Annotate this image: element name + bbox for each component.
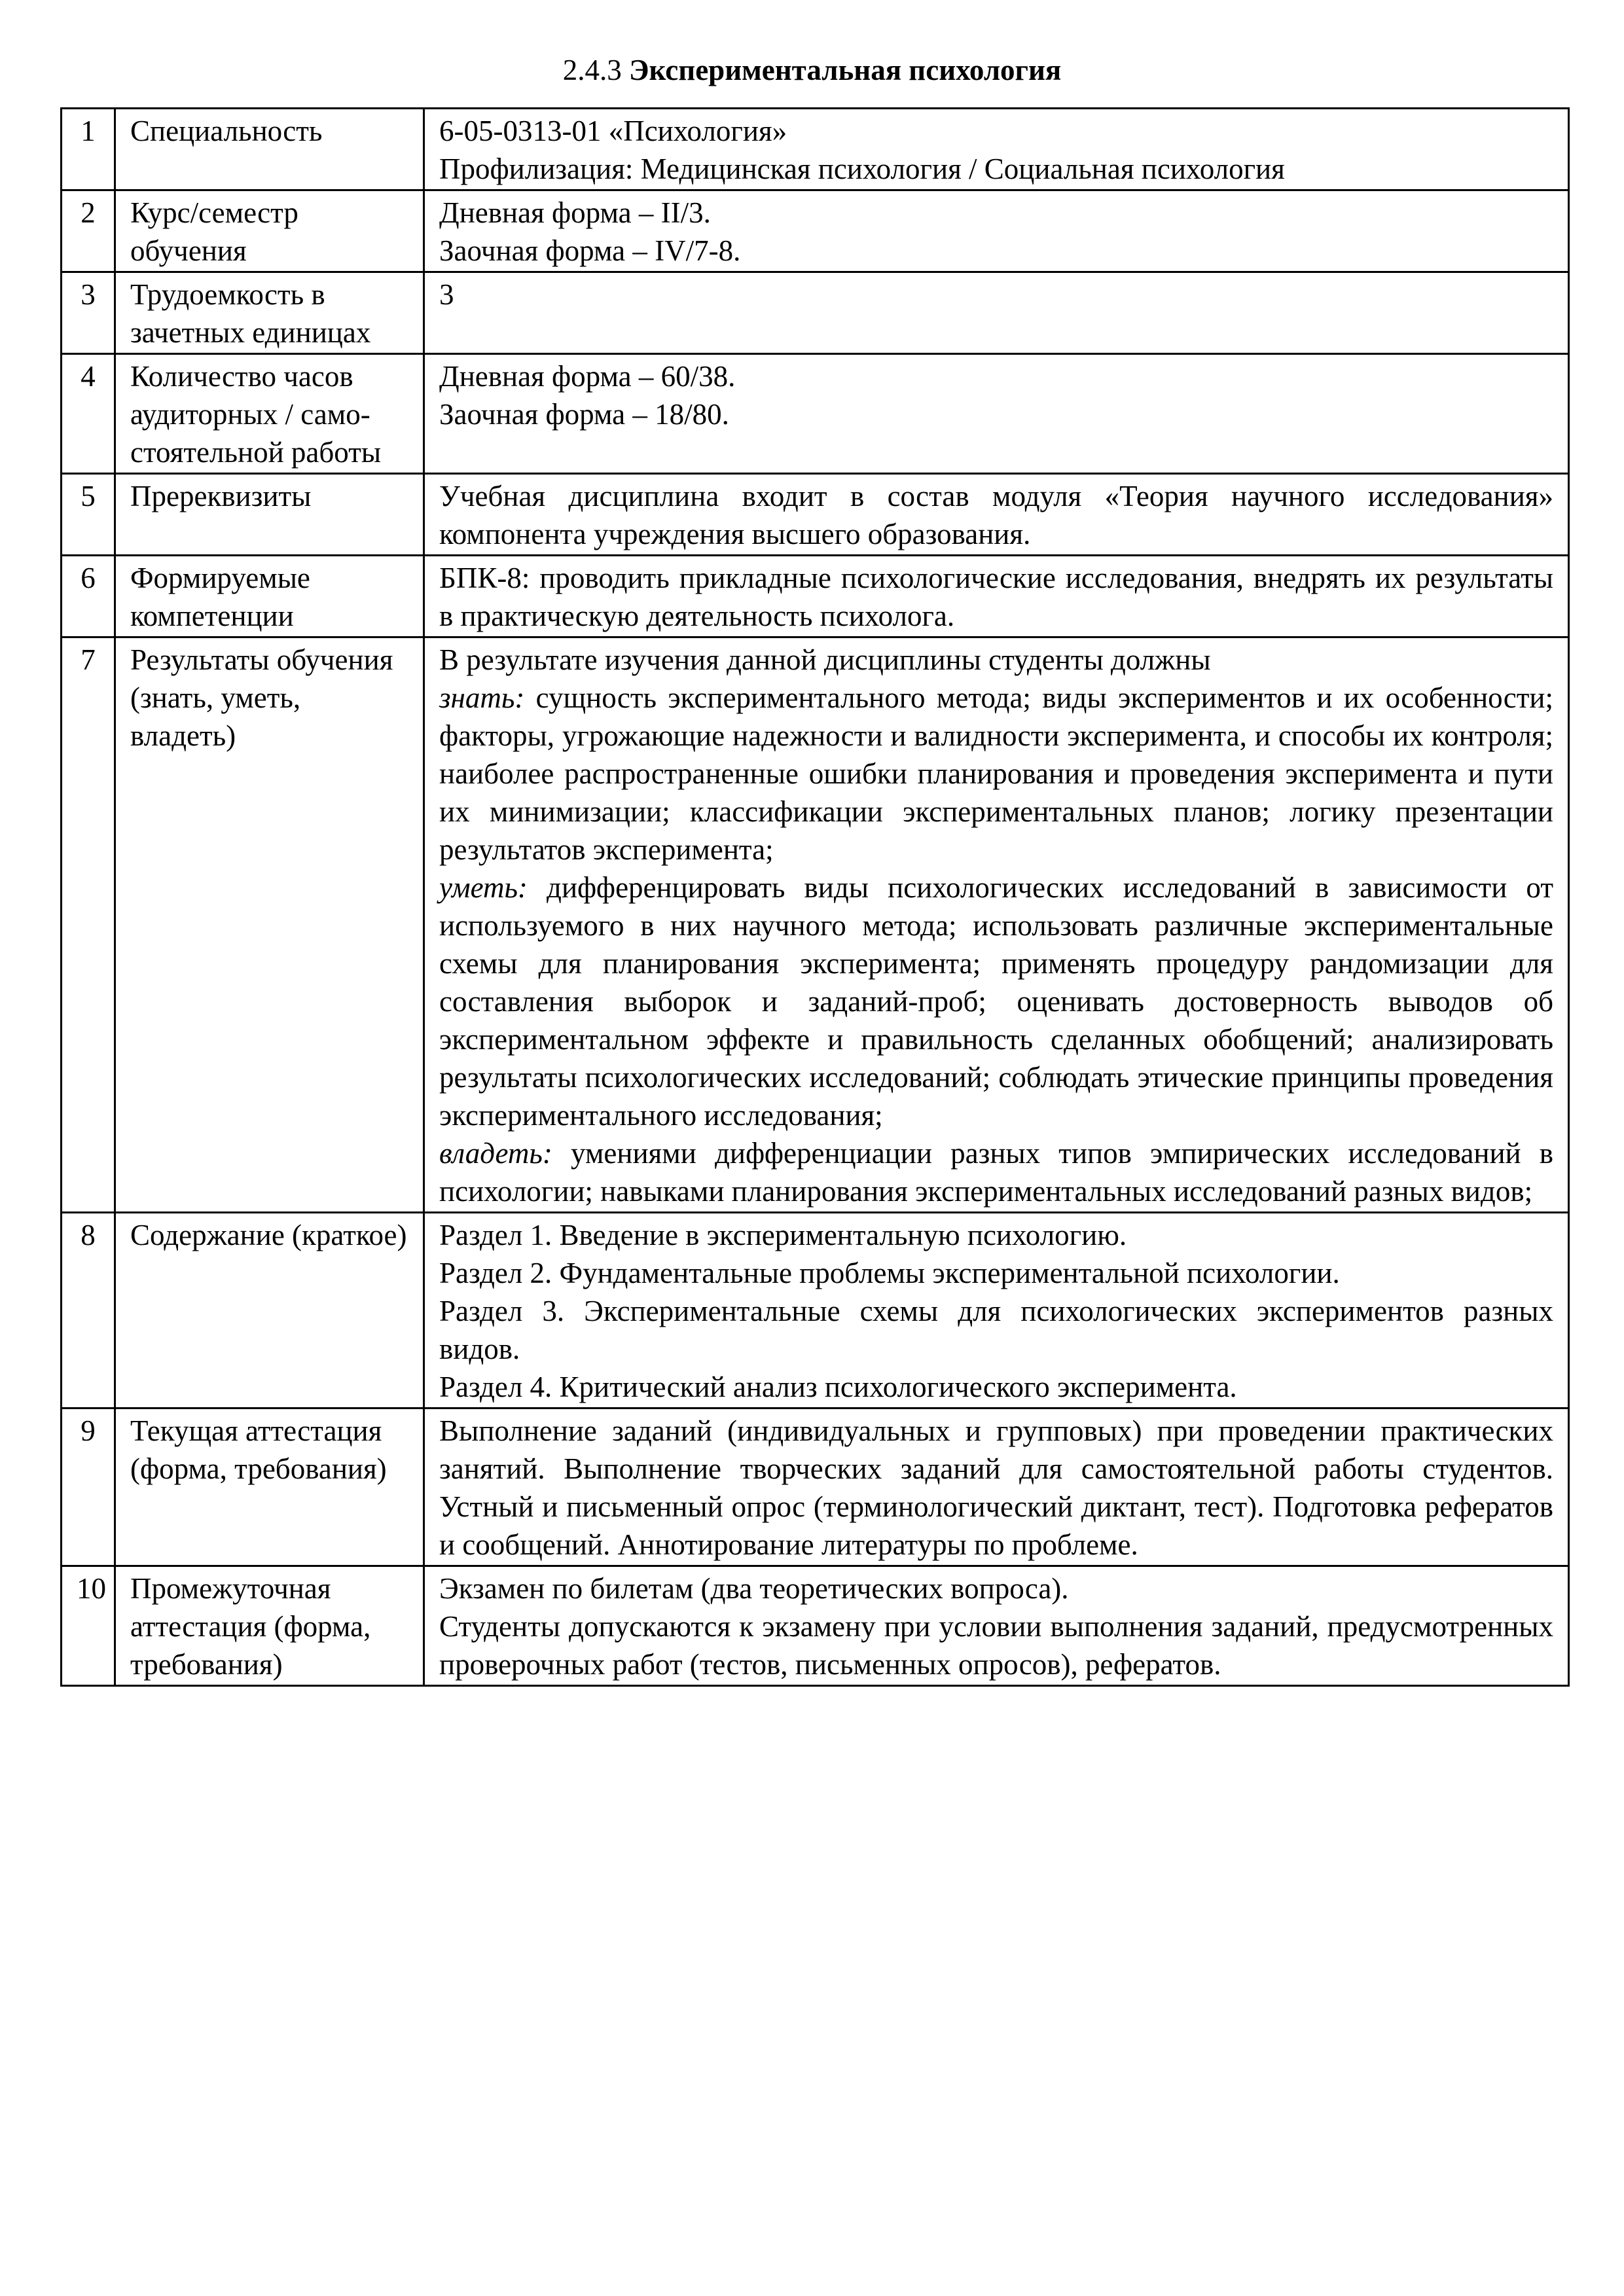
table-row (62, 1408, 1569, 1566)
content-line: Раздел 4. Критический анализ психологического эксперимента. (439, 1371, 1237, 1403)
row-content (424, 474, 1569, 556)
results-know (439, 679, 1553, 869)
heading-number: 2.4.3 (562, 54, 622, 86)
row-label: Текущая аттестация (форма, требования) (115, 1408, 424, 1566)
row-number: 1 (62, 109, 115, 190)
table-row (62, 109, 1569, 190)
know-text: сущность экспериментального метода; виды экспериментов и их особенности; факторы, угрожающие надежности и валидности эксперимента, и способы их контроля; наиболее распространенные ошибки планирования и проведения эксперимента и пути их минимизации; классификации экспериментальных планов; логику презентации результатов эксперимента; (439, 681, 1553, 866)
page-heading (0, 51, 1624, 89)
content-line: Раздел 3. Экспериментальные схемы для психологических экспериментов разных видов. (439, 1295, 1553, 1365)
table-row (62, 474, 1569, 556)
row-content (424, 190, 1569, 272)
table-row (62, 1566, 1569, 1686)
row-number: 8 (62, 1213, 115, 1408)
row-number: 4 (62, 354, 115, 474)
results-own (439, 1134, 1553, 1210)
content-line: 6-05-0313-01 «Психология» (439, 115, 787, 147)
content-paragraph: Учебная дисциплина входит в состав модуля «Теория научного исследования» компонента учреждения высшего образования. (439, 480, 1553, 550)
content-line: Дневная форма – II/3. (439, 196, 711, 229)
row-label: Количество часов аудиторных / само-стоятельной работы (115, 354, 424, 474)
row-content (424, 109, 1569, 190)
row-number: 10 (62, 1566, 115, 1686)
own-text: умениями дифференциации разных типов эмпирических исследований в психологии; навыками планирования экспериментальных исследований разных видов; (439, 1137, 1554, 1208)
table-row (62, 190, 1569, 272)
row-number: 9 (62, 1408, 115, 1566)
row-label: Результаты обучения (знать, уметь, владеть) (115, 637, 424, 1213)
row-content (424, 354, 1569, 474)
content-line: 3 (439, 278, 454, 311)
row-label: Специальность (115, 109, 424, 190)
row-number: 2 (62, 190, 115, 272)
table-row (62, 637, 1569, 1213)
row-label: Трудоемкость в зачетных единицах (115, 272, 424, 354)
row-number: 3 (62, 272, 115, 354)
content-line: Экзамен по билетам (два теоретических вопроса). (439, 1572, 1069, 1605)
content-paragraph: БПК-8: проводить прикладные психологические исследования, внедрять их результаты в практическую деятельность психолога. (439, 562, 1553, 632)
table-row (62, 272, 1569, 354)
table-row (62, 1213, 1569, 1408)
table-row (62, 556, 1569, 637)
discipline-info-table (60, 107, 1570, 1687)
know-label: знать: (439, 681, 525, 714)
row-content (424, 1213, 1569, 1408)
row-content (424, 1566, 1569, 1686)
row-label: Пререквизиты (115, 474, 424, 556)
row-number: 7 (62, 637, 115, 1213)
row-number: 5 (62, 474, 115, 556)
own-label: владеть: (439, 1137, 552, 1170)
can-text: дифференцировать виды психологических исследований в зависимости от используемого в них научного метода; использовать различные экспериментальные схемы для планирования эксперимента; применять процедуру рандомизации для составления выборок и заданий-проб; оценивать достоверность выводов об экспериментальном эффекте и правильность сделанных обобщений; анализировать результаты психологических исследований; соблюдать этические принципы проведения экспериментального исследования; (439, 871, 1553, 1132)
content-line: Раздел 1. Введение в экспериментальную психологию. (439, 1219, 1127, 1251)
results-can (439, 869, 1553, 1134)
row-number: 6 (62, 556, 115, 637)
table-row (62, 354, 1569, 474)
row-content (424, 272, 1569, 354)
can-label: уметь: (439, 871, 528, 904)
heading-title: Экспериментальная психология (628, 54, 1062, 86)
row-content (424, 637, 1569, 1213)
row-content (424, 556, 1569, 637)
results-intro: В результате изучения данной дисциплины студенты должны (439, 643, 1211, 676)
row-label: Курс/семестр обучения (115, 190, 424, 272)
content-line: Заочная форма – 18/80. (439, 398, 729, 431)
row-label: Формируемые компетенции (115, 556, 424, 637)
content-paragraph: Выполнение заданий (индивидуальных и групповых) при проведении практических занятий. Выполнение творческих заданий для самостоятельной работы студентов. Устный и письменный опрос (терминологический диктант, тест). Подготовка рефератов и сообщений. Аннотирование литературы по проблеме. (439, 1414, 1553, 1561)
row-label: Содержание (краткое) (115, 1213, 424, 1408)
content-line: Дневная форма – 60/38. (439, 360, 736, 393)
row-content (424, 1408, 1569, 1566)
content-line: Заочная форма – IV/7-8. (439, 234, 741, 267)
content-line: Профилизация: Медицинская психология / Социальная психология (439, 152, 1285, 185)
content-paragraph: Студенты допускаются к экзамену при условии выполнения заданий, предусмотренных проверочных работ (тестов, письменных опросов), рефератов. (439, 1610, 1553, 1681)
content-line: Раздел 2. Фундаментальные проблемы экспериментальной психологии. (439, 1257, 1340, 1289)
row-label: Промежуточная аттестация (форма, требования) (115, 1566, 424, 1686)
